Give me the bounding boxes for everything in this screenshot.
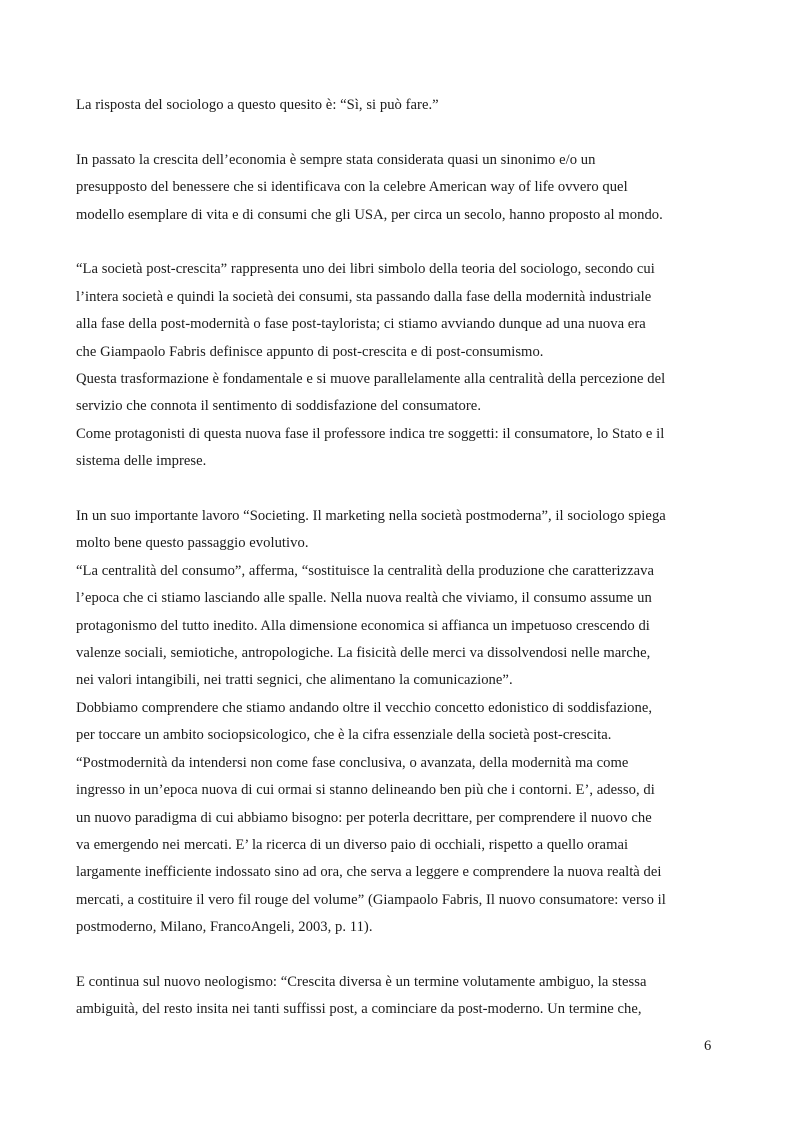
paragraph-gap bbox=[76, 476, 726, 503]
text-line: postmoderno, Milano, FrancoAngeli, 2003, p. 11). bbox=[76, 919, 373, 936]
paragraph-1 bbox=[76, 92, 726, 119]
paragraph-gap bbox=[76, 119, 726, 146]
paragraph-4 bbox=[76, 503, 726, 942]
text-line: Dobbiamo comprendere che stiamo andando oltre il vecchio concetto edonistico di soddisfazione, bbox=[76, 699, 653, 716]
text-line: l’epoca che ci stiamo lasciando alle spalle. Nella nuova realtà che viviamo, il consumo assume un bbox=[76, 590, 652, 607]
text-line: protagonismo del tutto inedito. Alla dimensione economica si affianca un impetuoso crescendo di bbox=[76, 617, 650, 634]
text-line: l’intera società e quindi la società dei consumi, sta passando dalla fase della modernità industriale bbox=[76, 288, 652, 305]
text-line: valenze sociali, semiotiche, antropologiche. La fisicità delle merci va dissolvendosi nelle marche, bbox=[76, 645, 651, 662]
text-line: largamente inefficiente indossato sino ad ora, che serva a leggere e comprendere la nuova realtà dei bbox=[76, 864, 662, 881]
text-line: “Postmodernità da intendersi non come fase conclusiva, o avanzata, della modernità ma come bbox=[76, 754, 629, 771]
text-line: Come protagonisti di questa nuova fase il professore indica tre soggetti: il consumatore, lo Stato e il bbox=[76, 425, 665, 442]
text-line: La risposta del sociologo a questo quesito è: “Sì, si può fare.” bbox=[76, 97, 439, 113]
paragraph-gap bbox=[76, 942, 726, 969]
text-line: modello esemplare di vita e di consumi che gli USA, per circa un secolo, hanno proposto al mondo. bbox=[76, 206, 663, 223]
paragraph-3 bbox=[76, 256, 726, 475]
text-line: E continua sul nuovo neologismo: “Crescita diversa è un termine volutamente ambiguo, la stessa bbox=[76, 973, 647, 990]
text-line: servizio che connota il sentimento di soddisfazione del consumatore. bbox=[76, 398, 482, 415]
text-line: sistema delle imprese. bbox=[76, 453, 207, 470]
text-line: un nuovo paradigma di cui abbiamo bisogno: per poterla decrittare, per comprendere il nuovo che bbox=[76, 809, 652, 826]
text-line: “La società post-crescita” rappresenta uno dei libri simbolo della teoria del sociologo, secondo cui bbox=[76, 261, 655, 278]
page-number: 6 bbox=[704, 1038, 712, 1054]
text-line: per toccare un ambito sociopsicologico, che è la cifra essenziale della società post-crescita. bbox=[76, 727, 612, 744]
text-line: ingresso in un’epoca nuova di cui ormai si stanno delineando ben più che i contorni. E’, adesso, di bbox=[76, 782, 655, 799]
text-line: mercati, a costituire il vero fil rouge del volume” (Giampaolo Fabris, Il nuovo consumatore: verso il bbox=[76, 891, 666, 908]
text-line: In un suo importante lavoro “Societing. Il marketing nella società postmoderna”, il sociologo spiega bbox=[76, 508, 666, 525]
paragraph-5 bbox=[76, 969, 726, 1024]
text-line: alla fase della post-modernità o fase post-taylorista; ci stiamo avviando dunque ad una nuova era bbox=[76, 316, 646, 333]
paragraph-2 bbox=[76, 147, 726, 229]
text-line: ambiguità, del resto insita nei tanti suffissi post, a cominciare da post-moderno. Un termine che, bbox=[76, 1001, 642, 1018]
document-body bbox=[76, 92, 726, 1024]
text-line: “La centralità del consumo”, afferma, “sostituisce la centralità della produzione che caratterizzava bbox=[76, 562, 655, 579]
text-line: presupposto del benessere che si identificava con la celebre American way of life ovvero quel bbox=[76, 179, 628, 196]
paragraph-gap bbox=[76, 229, 726, 256]
text-line: che Giampaolo Fabris definisce appunto di post-crescita e di post-consumismo. bbox=[76, 343, 544, 360]
text-line: Questa trasformazione è fondamentale e si muove parallelamente alla centralità della percezione del bbox=[76, 371, 666, 388]
text-line: nei valori intangibili, nei tratti segnici, che alimentano la comunicazione”. bbox=[76, 672, 513, 689]
text-line: molto bene questo passaggio evolutivo. bbox=[76, 535, 309, 552]
text-line: In passato la crescita dell’economia è sempre stata considerata quasi un sinonimo e/o un bbox=[76, 151, 596, 168]
text-line: va emergendo nei mercati. E’ la ricerca di un diverso paio di occhiali, rispetto a quello oramai bbox=[76, 836, 629, 853]
